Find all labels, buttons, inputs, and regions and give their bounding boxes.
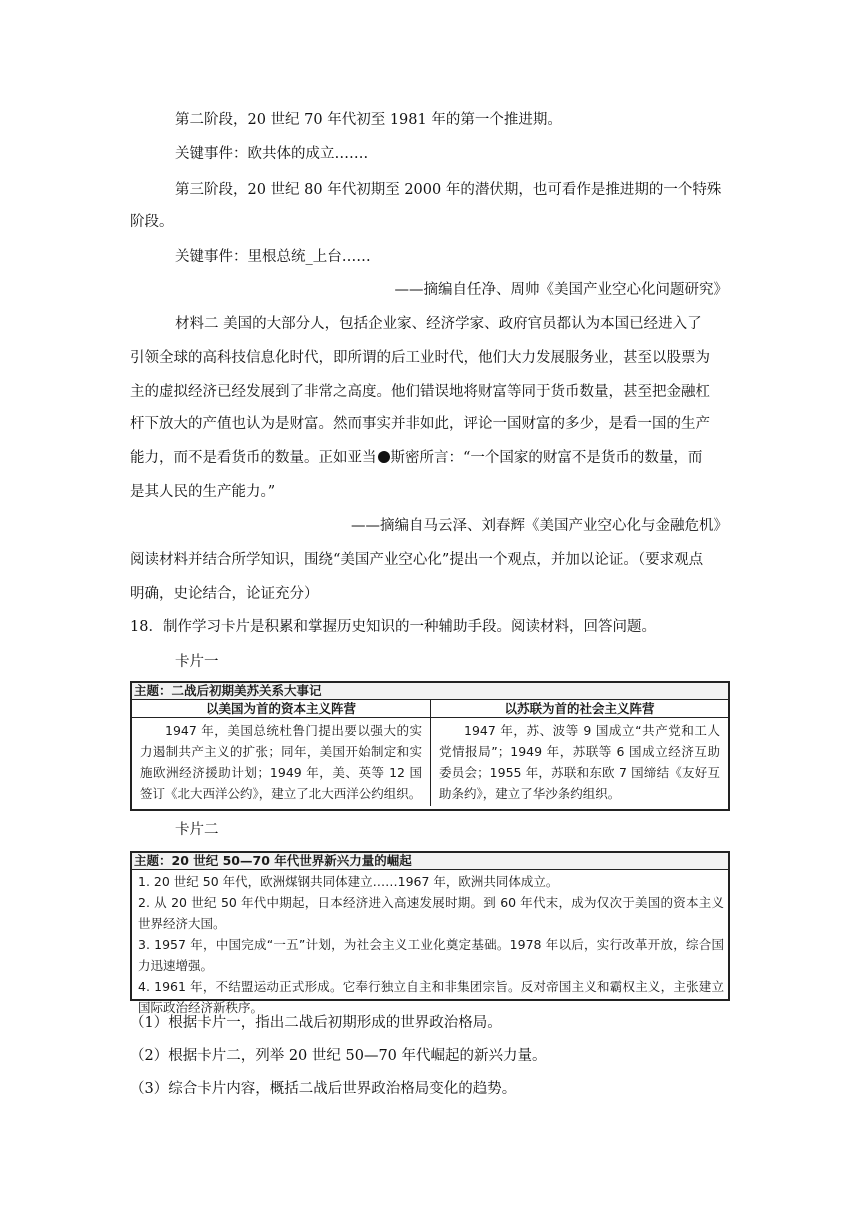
- material-two-line-2: 引领全球的高科技信息化时代，即所谓的后工业时代，他们大力发展服务业，甚至以股票为: [130, 350, 710, 366]
- material-two-line-3: 主的虚拟经济已经发展到了非常之高度。他们错误地将财富等同于货币数量，甚至把金融杠: [130, 384, 710, 400]
- list-item: 1. 20 世纪 50 年代，欧洲煤钢共同体建立……1967 年，欧洲共同体成立。: [138, 874, 559, 889]
- paragraph-stage-three-cont: 阶段。: [130, 214, 174, 230]
- question-3: （3）综合卡片内容，概括二战后世界政治格局变化的趋势。: [130, 1081, 517, 1097]
- card-one-columns: [132, 700, 728, 806]
- card-one-theme: 主题：二战后初期美苏关系大事记: [132, 683, 728, 700]
- question-prompt-line-2: 明确，史论结合，论证充分）: [130, 586, 319, 602]
- bullet-dot-icon: [378, 451, 390, 463]
- card-one-label: 卡片一: [175, 654, 219, 670]
- card-two-list: [132, 870, 728, 1020]
- capitalist-camp-text: 1947 年，美国总统杜鲁门提出要以强大的实力遏制共产主义的扩张；同年，美国开始制定和实施欧洲经济援助计划；1949 年，美、英等 12 国签订《北大西洋公约》，建立了北大西洋公约组织。: [140, 723, 422, 801]
- card-two-label: 卡片二: [175, 822, 219, 838]
- card-one: [130, 681, 730, 811]
- paragraph-stage-two: 第二阶段，20 世纪 70 年代初至 1981 年的第一个推进期。: [175, 112, 562, 128]
- material-two-line-6: 是其人民的生产能力。”: [130, 484, 276, 500]
- key-event-reagan: 关键事件：里根总统_上台……: [175, 249, 371, 265]
- material-two-line-5-a: 能力，而不是看货币的数量。正如亚当: [130, 450, 377, 466]
- question-2: （2）根据卡片二，列举 20 世纪 50—70 年代崛起的新兴力量。: [130, 1048, 547, 1064]
- list-item: 3. 1957 年，中国完成“一五”计划，为社会主义工业化奠定基础。1978 年以后，实行改革开放，综合国力迅速增强。: [138, 937, 724, 973]
- socialist-camp-heading: 以苏联为首的社会主义阵营: [431, 700, 728, 718]
- material-two-line-5-b: 斯密所言：“一个国家的财富不是货币的数量，而: [390, 450, 703, 466]
- capitalist-camp-column: [132, 700, 430, 806]
- capitalist-camp-heading: 以美国为首的资本主义阵营: [132, 700, 430, 718]
- card-two-theme: 主题：20 世纪 50—70 年代世界新兴力量的崛起: [132, 853, 728, 870]
- socialist-camp-text: 1947 年，苏、波等 9 国成立“共产党和工人党情报局”；1949 年，苏联等 6 国成立经济互助委员会；1955 年，苏联和东欧 7 国缔结《友好互助条约》，建立了华沙条约组织。: [439, 723, 720, 801]
- question-18: 18．制作学习卡片是积累和掌握历史知识的一种辅助手段。阅读材料，回答问题。: [130, 619, 656, 635]
- socialist-camp-column: [430, 700, 728, 806]
- material-two-line-1: 材料二 美国的大部分人，包括企业家、经济学家、政府官员都认为本国已经进入了: [175, 316, 702, 332]
- card-two: [130, 851, 730, 1015]
- key-event-ec: 关键事件：欧共体的成立…….: [175, 146, 369, 162]
- source-citation-2: ——摘编自马云泽、刘春辉《美国产业空心化与金融危机》: [351, 518, 728, 534]
- paragraph-stage-three: 第三阶段，20 世纪 80 年代初期至 2000 年的潜伏期，也可看作是推进期的一个特殊: [175, 182, 722, 198]
- list-item: 2. 从 20 世纪 50 年代中期起，日本经济进入高速发展时期。到 60 年代末，成为仅次于美国的资本主义世界经济大国。: [138, 895, 724, 931]
- list-item: 4. 1961 年，不结盟运动正式形成。它奉行独立自主和非集团宗旨。反对帝国主义和霸权主义，主张建立国际政治经济新秩序。: [138, 979, 724, 1015]
- material-two-line-5: [130, 448, 730, 468]
- material-two-line-4: 杆下放大的产值也认为是财富。然而事实并非如此，评论一国财富的多少，是看一国的生产: [130, 416, 710, 432]
- question-1: （1）根据卡片一，指出二战后初期形成的世界政治格局。: [130, 1015, 502, 1031]
- question-prompt-line-1: 阅读材料并结合所学知识，围绕“美国产业空心化”提出一个观点，并加以论证。（要求观点: [130, 552, 704, 568]
- source-citation-1: ——摘编自任净、周帅《美国产业空心化问题研究》: [394, 282, 728, 298]
